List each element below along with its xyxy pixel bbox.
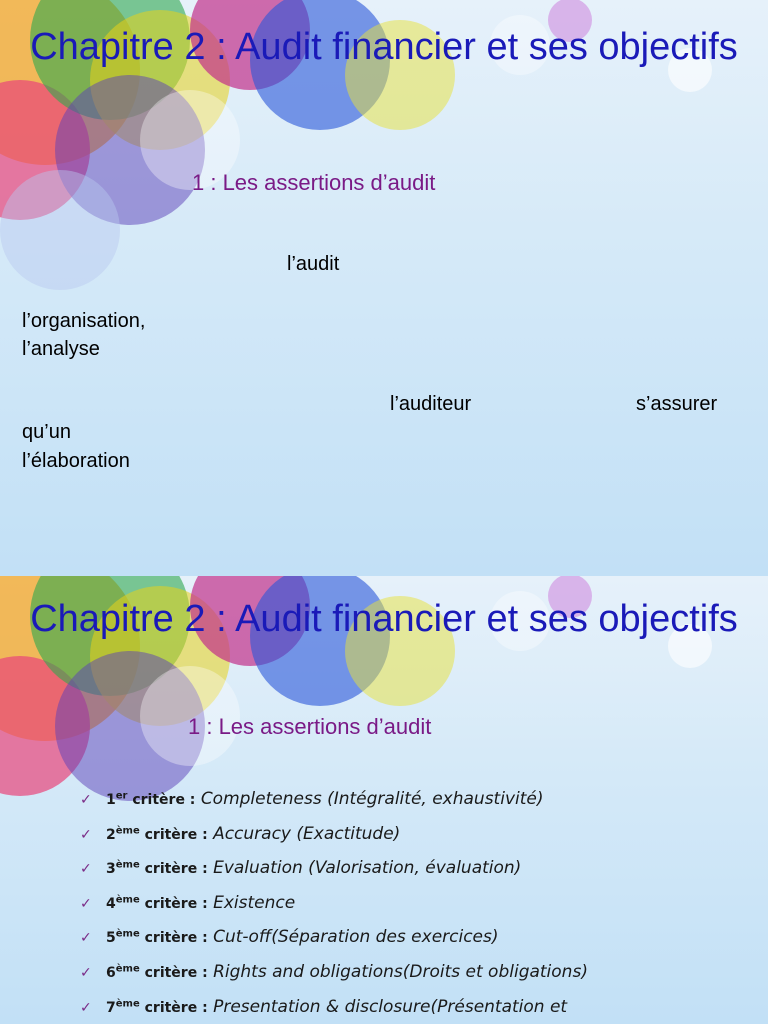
checkmark-icon: ✓: [80, 964, 92, 981]
checkmark-icon: ✓: [80, 930, 92, 947]
criterion-item: [80, 962, 588, 997]
criteria-list: [80, 789, 588, 1024]
text-fragment: l’audit: [287, 253, 340, 275]
criterion-number: 4ème critère :: [106, 894, 208, 912]
criterion-text: Presentation & disclosure(Présentation et: [213, 996, 568, 1017]
criterion-item: [80, 824, 588, 859]
criterion-item: [80, 997, 588, 1024]
criterion-item: [80, 927, 588, 962]
slide-title: Chapitre 2 : Audit financier et ses objectifs: [30, 598, 738, 640]
criterion-text: Accuracy (Exactitude): [213, 823, 401, 844]
checkmark-icon: ✓: [80, 895, 92, 912]
criterion-text: Existence: [213, 892, 296, 913]
text-fragment: s’assurer: [636, 393, 718, 415]
checkmark-icon: ✓: [80, 999, 92, 1016]
checkmark-icon: ✓: [80, 792, 92, 808]
text-fragment: qu’un: [22, 421, 71, 443]
criterion-number: 5ème critère :: [106, 928, 208, 947]
criterion-number: 2ème critère :: [106, 824, 208, 843]
criterion-text: Rights and obligations(Droits et obligations): [213, 961, 588, 982]
text-fragment: l’auditeur: [390, 393, 472, 415]
criterion-text: Completeness (Intégralité, exhaustivité): [200, 789, 544, 809]
criterion-number: 1er critère :: [106, 790, 196, 808]
criterion-number: 3ème critère :: [106, 859, 208, 878]
criterion-item: [80, 858, 588, 893]
text-fragment: l’organisation,: [22, 310, 146, 332]
checkmark-icon: ✓: [80, 826, 92, 843]
criterion-number: 7ème critère :: [106, 997, 208, 1016]
slide-2: [0, 576, 768, 1024]
text-fragment: l’analyse: [22, 338, 100, 360]
slide-subtitle: 1 : Les assertions d’audit: [188, 714, 432, 739]
criterion-number: 6ème critère :: [106, 963, 208, 981]
criterion-text: Evaluation (Valorisation, évaluation): [213, 858, 522, 879]
criterion-item: [80, 893, 588, 928]
criterion-item: [80, 789, 588, 824]
text-fragment: l’élaboration: [22, 450, 130, 472]
slide-subtitle: 1 : Les assertions d’audit: [192, 170, 436, 195]
slide-title: Chapitre 2 : Audit financier et ses objectifs: [30, 26, 738, 68]
criterion-text: Cut-off(Séparation des exercices): [213, 927, 499, 948]
checkmark-icon: ✓: [80, 861, 92, 878]
